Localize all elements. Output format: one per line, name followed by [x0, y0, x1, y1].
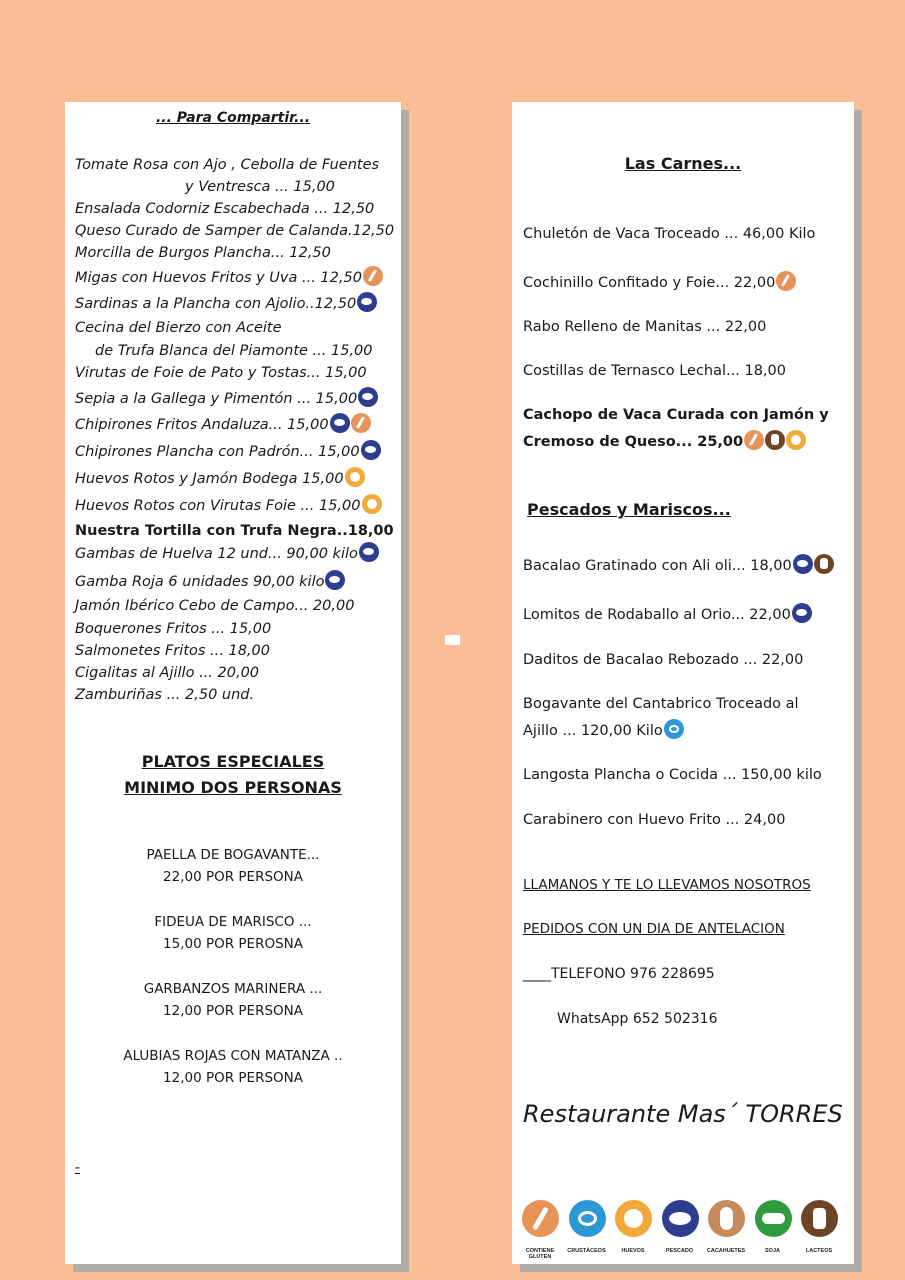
- peanut-icon: [708, 1200, 745, 1237]
- legend-label: PESCADO: [665, 1248, 694, 1254]
- menu-item: [75, 684, 254, 706]
- especiales-heading-1: PLATOS ESPECIALES: [141, 752, 325, 771]
- menu-item-text: Cigalitas al Ajillo ... 20,00: [75, 665, 260, 681]
- menu-item-text: Chipirones Fritos Andaluza... 15,00: [75, 417, 329, 433]
- carne-item-text: Rabo Relleno de Manitas ... 22,00: [523, 319, 767, 335]
- menu-item-text: Chipirones Plancha con Padrón... 15,00: [75, 444, 360, 460]
- legend-label: CONTIENE GLUTEN: [525, 1248, 555, 1260]
- gluten-icon: [744, 430, 764, 450]
- fish-icon: [662, 1200, 699, 1237]
- menu-item: [75, 618, 271, 640]
- menu-item: [75, 220, 394, 242]
- cachopo-allergen-icons: [743, 434, 806, 450]
- footer-mark: -: [75, 1160, 81, 1176]
- fish-icon: [793, 554, 813, 574]
- restaurant-name: Restaurante Mas´ TORRES: [523, 1100, 843, 1128]
- gap-mark: [445, 635, 460, 645]
- menu-item-text: Huevos Rotos con Virutas Foie ... 15,00: [75, 498, 361, 514]
- carne-item-text: Cochinillo Confitado y Foie... 22,00: [523, 275, 776, 291]
- menu-item: [75, 388, 378, 410]
- egg-icon: [615, 1200, 652, 1237]
- crust-icon: [569, 1200, 606, 1237]
- especiales-heading-2: MINIMO DOS PERSONAS: [124, 778, 342, 797]
- fish-icon: [325, 570, 345, 590]
- pescado-item: Carabinero con Huevo Frito ... 24,00: [523, 812, 786, 828]
- pescado-item: [523, 604, 812, 626]
- menu-item-text: Sepia a la Gallega y Pimentón ... 15,00: [75, 391, 358, 407]
- gluten-icon: [776, 271, 796, 291]
- especial-name: FIDEUA DE MARISCO ...: [154, 914, 312, 930]
- especial-price: 12,00 POR PERSONA: [163, 1070, 303, 1086]
- pescado-item: [523, 555, 834, 577]
- cachopo-line-1: Cachopo de Vaca Curada con Jamón y: [523, 407, 829, 423]
- legend-label: HUEVOS: [621, 1248, 645, 1254]
- carne-item-text: Chuletón de Vaca Troceado ... 46,00 Kilo: [523, 226, 816, 242]
- pescado-item-text: Daditos de Bacalao Rebozado ... 22,00: [523, 652, 804, 668]
- especial-price: 15,00 POR PEROSNA: [163, 936, 303, 952]
- menu-item-text: Huevos Rotos y Jamón Bodega 15,00: [75, 471, 344, 487]
- menu-item: [75, 495, 382, 517]
- menu-item: [75, 267, 383, 289]
- carne-item: [523, 272, 796, 294]
- menu-item-text: Gambas de Huelva 12 und... 90,00 kilo: [75, 546, 358, 562]
- menu-item: [95, 340, 373, 362]
- egg-icon: [345, 467, 365, 487]
- fish-icon: [792, 603, 812, 623]
- menu-item-text: Jamón Ibérico Cebo de Campo... 20,00: [75, 598, 355, 614]
- legend-label: CACAHUETES: [706, 1248, 746, 1254]
- fish-icon: [358, 387, 378, 407]
- menu-item: [75, 520, 394, 542]
- fish-icon: [330, 413, 350, 433]
- menu-item-text: Virutas de Foie de Pato y Tostas... 15,00: [75, 365, 367, 381]
- delivery-line: LLAMANOS Y TE LO LLEVAMOS NOSOTROS: [523, 877, 811, 893]
- menu-item: [75, 662, 259, 684]
- telefono-number[interactable]: TELEFONO 976 228695: [551, 966, 715, 982]
- pescado-item: [523, 649, 803, 671]
- especial-name: GARBANZOS MARINERA ...: [143, 981, 323, 997]
- egg-icon: [786, 430, 806, 450]
- pedidos-line: PEDIDOS CON UN DIA DE ANTELACION: [523, 921, 785, 937]
- carne-item-text: Costillas de Ternasco Lechal... 18,00: [523, 363, 786, 379]
- menu-item: [75, 543, 379, 565]
- menu-item-text: de Trufa Blanca del Piamonte ... 15,00: [95, 343, 373, 359]
- menu-item: [75, 595, 354, 617]
- pescado-item: Langosta Plancha o Cocida ... 150,00 kilo: [523, 767, 822, 783]
- carnes-heading: Las Carnes...: [624, 154, 742, 173]
- fish-icon: [359, 542, 379, 562]
- menu-item-text: Boquerones Fritos ... 15,00: [75, 621, 272, 637]
- menu-item-text: Gamba Roja 6 unidades 90,00 kilo: [75, 574, 325, 590]
- gluten-icon: [522, 1200, 559, 1237]
- menu-item-text: Tomate Rosa con Ajo , Cebolla de Fuentes: [75, 157, 380, 173]
- bogavante-line-1: Bogavante del Cantabrico Troceado al: [523, 696, 799, 712]
- carne-item: [523, 223, 815, 245]
- left-menu-panel: [65, 102, 401, 1264]
- legend-label: SOJA: [765, 1248, 780, 1254]
- menu-item: [75, 571, 345, 593]
- menu-item: [75, 317, 282, 339]
- fish-icon: [357, 292, 377, 312]
- lact-icon: [814, 554, 834, 574]
- telefono-line: ____TELEFONO 976 228695: [523, 966, 715, 982]
- gluten-icon: [351, 413, 371, 433]
- compartir-heading: ... Para Compartir...: [155, 110, 311, 126]
- lact-icon: [801, 1200, 838, 1237]
- carne-item: [523, 360, 786, 382]
- menu-item-text: Nuestra Tortilla con Trufa Negra..18,00: [75, 523, 394, 539]
- menu-item: [75, 293, 377, 315]
- menu-item: [75, 154, 379, 176]
- bogavante-line-2: Ajillo ... 120,00 Kilo: [523, 720, 684, 742]
- lact-icon: [765, 430, 785, 450]
- fish-icon: [361, 440, 381, 460]
- especial-price: 12,00 POR PERSONA: [163, 1003, 303, 1019]
- menu-item-text: y Ventresca ... 15,00: [185, 179, 335, 195]
- pescado-item-text: Bacalao Gratinado con Ali oli... 18,00: [523, 558, 792, 574]
- menu-item: [75, 640, 270, 662]
- menu-item: [75, 414, 371, 436]
- crust-icon: [664, 719, 684, 739]
- menu-item-text: Ensalada Codorniz Escabechada ... 12,50: [75, 201, 375, 217]
- menu-item: [75, 362, 367, 384]
- carne-item: [523, 316, 766, 338]
- pescado-item-text: Lomitos de Rodaballo al Orio... 22,00: [523, 607, 791, 623]
- legend-label: LACTEOS: [805, 1248, 833, 1254]
- egg-icon: [362, 494, 382, 514]
- gluten-icon: [363, 266, 383, 286]
- menu-item-text: Morcilla de Burgos Plancha... 12,50: [75, 245, 331, 261]
- whatsapp-line[interactable]: WhatsApp 652 502316: [557, 1011, 718, 1027]
- especial-name: PAELLA DE BOGAVANTE...: [146, 847, 320, 863]
- especial-price: 22,00 POR PERSONA: [163, 869, 303, 885]
- menu-item: [185, 176, 335, 198]
- especial-name: ALUBIAS ROJAS CON MATANZA ..: [123, 1048, 343, 1064]
- menu-item: [75, 468, 365, 490]
- cachopo-line-2: Cremoso de Queso... 25,00: [523, 431, 806, 453]
- bogavante-allergen-icons: [663, 723, 684, 739]
- right-menu-panel: [512, 102, 854, 1264]
- menu-item-text: Queso Curado de Samper de Calanda.12,50: [75, 223, 395, 239]
- soy-icon: [755, 1200, 792, 1237]
- pescados-heading: Pescados y Mariscos...: [527, 500, 731, 519]
- menu-item-text: Zamburiñas ... 2,50 und.: [75, 687, 255, 703]
- menu-item: [75, 242, 331, 264]
- menu-item-text: Migas con Huevos Fritos y Uva ... 12,50: [75, 270, 362, 286]
- legend-label: CRUSTÁCEOS: [567, 1248, 606, 1254]
- menu-item-text: Sardinas a la Plancha con Ajolio..12,50: [75, 296, 357, 312]
- menu-item: [75, 198, 374, 220]
- menu-item-text: Cecina del Bierzo con Aceite: [75, 320, 282, 336]
- menu-item-text: Salmonetes Fritos ... 18,00: [75, 643, 270, 659]
- menu-item: [75, 441, 381, 463]
